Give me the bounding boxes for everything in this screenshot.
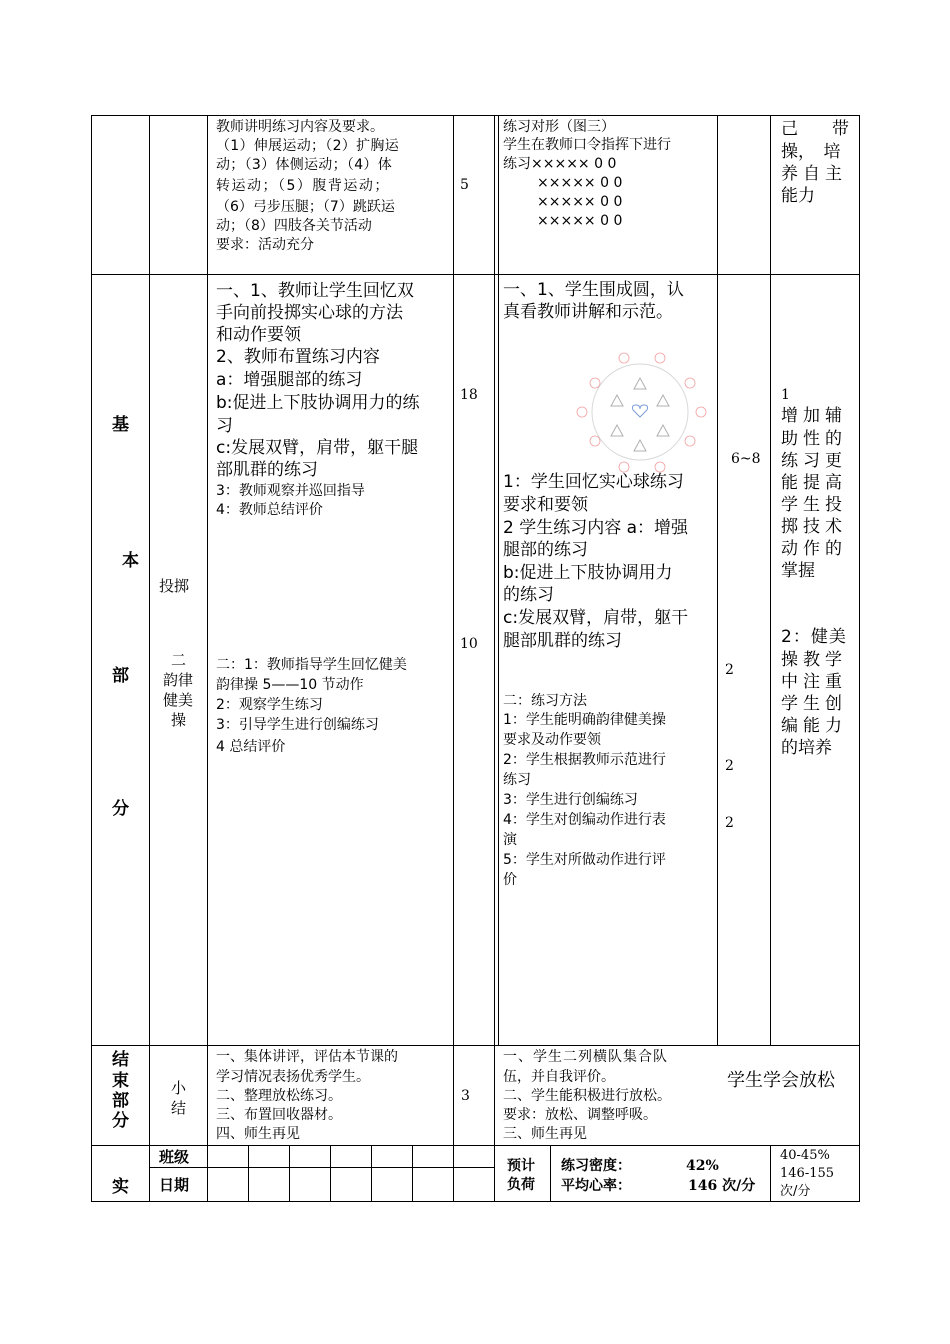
- row1-teacher-line: 转运动；（5）腹背运动；: [216, 178, 390, 194]
- load-label: 负荷: [507, 1177, 535, 1193]
- row1-student-line: ××××× 0 0: [537, 194, 623, 210]
- student-b-line: 要求及动作要领: [503, 732, 601, 748]
- grid-line: [248, 1145, 249, 1201]
- grid-line: [770, 1145, 771, 1201]
- student-b-line: 2：学生根据教师示范进行: [503, 752, 666, 768]
- grid-line: [859, 115, 860, 1202]
- section-char: 分: [112, 1111, 129, 1131]
- row3-goal: 学生学会放松: [727, 1070, 835, 1091]
- goal-a-line: 动作的: [781, 539, 847, 559]
- row1-teacher-line: 动；（8）四肢各关节活动: [216, 218, 372, 234]
- date-label: 日期: [159, 1176, 190, 1194]
- student-b-line: 价: [503, 872, 517, 888]
- triangle-icons: [611, 378, 669, 451]
- class-label: 班级: [159, 1148, 190, 1166]
- grid-line: [498, 115, 499, 1046]
- teacher-a-line: 2、教师布置练习内容: [216, 347, 380, 367]
- student-b-line: 1：学生能明确韵律健美操: [503, 712, 666, 728]
- row1-student-line: 学生在教师口令指挥下进行: [503, 137, 671, 153]
- range-line: 146-155: [780, 1166, 835, 1181]
- row3-teacher-line: 四、师生再见: [216, 1126, 300, 1142]
- grid-line: [453, 115, 454, 1202]
- student-a-line: 腿部的练习: [503, 540, 588, 560]
- row3-student-line: 二、学生能积极进行放松。: [503, 1088, 671, 1104]
- row3-teacher-line: 三、布置回收器材。: [216, 1107, 342, 1123]
- smiley-icons: [577, 353, 706, 472]
- grid-line: [149, 115, 150, 1202]
- teacher-b-line: 3：引导学生进行创编练习: [216, 717, 379, 733]
- section-char: 基: [112, 415, 129, 435]
- heart-rate-label: 平均心率：: [561, 1178, 631, 1194]
- teacher-a-line: 习: [216, 416, 233, 436]
- student-b-line: 演: [503, 832, 517, 848]
- topic-label: 投掷: [159, 577, 190, 595]
- row1-goal-line: 养自主: [781, 164, 847, 184]
- topic-label: 健美: [163, 691, 194, 709]
- teacher-a-small-line: 3：教师观察并巡回指导: [216, 483, 365, 499]
- goal-b-line: 2：健美: [781, 627, 847, 647]
- row1-goal-line: 能力: [781, 186, 815, 206]
- row1-goal-line: 操， 培: [781, 142, 841, 162]
- student-b-line: 二：练习方法: [503, 693, 587, 709]
- count-b: 2: [725, 815, 734, 831]
- student-b-line: 5：学生对所做动作进行评: [503, 852, 666, 868]
- student-b-line: 4：学生对创编动作进行表: [503, 812, 666, 828]
- row1-student-line: 练习××××× 0 0: [503, 156, 617, 172]
- teacher-a-line: 手向前投掷实心球的方法: [216, 303, 403, 323]
- teacher-a-small-line: 4：教师总结评价: [216, 502, 323, 518]
- row1-teacher-line: 动；（3）体侧运动；（4）体: [216, 157, 393, 173]
- goal-b-line: 学生创: [781, 694, 847, 714]
- row1-student-line: ××××× 0 0: [537, 213, 623, 229]
- grid-line: [412, 1145, 413, 1201]
- topic-label: 结: [171, 1099, 187, 1117]
- goal-a-line: 增加辅: [781, 406, 847, 426]
- row3-student-line: 一、学生二列横队集合队: [503, 1049, 668, 1065]
- row1-goal-line: 己 带: [781, 119, 849, 139]
- section-char: 部: [112, 1091, 129, 1111]
- section-char: 分: [112, 799, 129, 819]
- student-a-top-line: 一、1、学生围成圆，认: [503, 280, 684, 300]
- row3-teacher-line: 二、整理放松练习。: [216, 1088, 342, 1104]
- heart-rate-value: 146 次/分: [688, 1178, 756, 1194]
- grid-line: [371, 1145, 372, 1201]
- row3-student-line: 三、师生再见: [503, 1126, 587, 1142]
- count-b: 2: [725, 758, 734, 774]
- goal-b-line: 中注重: [781, 672, 847, 692]
- goal-b-line: 的培养: [781, 738, 832, 758]
- density-label: 练习密度：: [561, 1158, 631, 1174]
- row3-teacher-line: 学习情况表扬优秀学生。: [216, 1069, 370, 1085]
- student-a-line: b:促进上下肢协调用力: [503, 563, 673, 583]
- row1-student-line: ××××× 0 0: [537, 175, 623, 191]
- row1-time: 5: [460, 177, 469, 193]
- range-line: 40-45%: [780, 1148, 830, 1163]
- topic-label: 韵律: [163, 671, 194, 689]
- goal-a-line: 练习更: [781, 451, 847, 471]
- student-b-line: 练习: [503, 772, 531, 788]
- heart-icon: [632, 405, 647, 417]
- topic-label: 操: [171, 711, 187, 729]
- student-a-top-line: 真看教师讲解和示范。: [503, 302, 673, 322]
- student-b-line: 3：学生进行创编练习: [503, 792, 638, 808]
- row3-student-line: 伍，并自我评价。: [503, 1069, 615, 1085]
- grid-line: [330, 1145, 331, 1201]
- section-char: 束: [112, 1071, 129, 1091]
- count-b: 2: [725, 662, 734, 678]
- student-a-line: 2 学生练习内容 a：增强: [503, 518, 689, 538]
- section-char: 本: [122, 551, 139, 571]
- row3-time: 3: [461, 1088, 470, 1104]
- goal-a-line: 学生投: [781, 495, 847, 515]
- formation-diagram: [570, 345, 710, 480]
- student-a-line: c:发展双臂，肩带，躯干: [503, 608, 689, 628]
- goal-b-line: 操教学: [781, 650, 847, 670]
- grid-line: [494, 115, 495, 1202]
- student-a-line: 腿部肌群的练习: [503, 631, 622, 651]
- row1-teacher-line: 教师讲明练习内容及要求。: [216, 119, 384, 135]
- grid-line: [550, 1145, 551, 1201]
- goal-b-line: 编能力: [781, 716, 847, 736]
- teacher-a-line: b:促进上下肢协调用力的练: [216, 393, 420, 413]
- grid-line: [91, 115, 92, 1202]
- teacher-b-line: 2：观察学生练习: [216, 697, 323, 713]
- goal-a-line: 能提高: [781, 473, 847, 493]
- student-a-line: 要求和要领: [503, 495, 588, 515]
- row1-teacher-line: （1）伸展运动；（2）扩胸运: [216, 138, 400, 154]
- section-char: 实: [112, 1177, 129, 1197]
- teacher-a-line: 一、1、教师让学生回忆双: [216, 281, 414, 301]
- grid-line: [207, 115, 208, 1202]
- grid-line: [770, 115, 771, 1046]
- range-line: 次/分: [780, 1184, 811, 1199]
- time-b: 10: [460, 636, 478, 652]
- teacher-a-line: 和动作要领: [216, 325, 301, 345]
- row1-teacher-line: 要求：活动充分: [216, 237, 314, 253]
- time-a: 18: [460, 387, 478, 403]
- goal-a-line: 1: [781, 387, 790, 403]
- grid-line: [289, 1145, 290, 1201]
- goal-a-line: 掷技术: [781, 517, 847, 537]
- grid-line: [149, 1167, 494, 1168]
- section-char: 结: [112, 1050, 129, 1070]
- student-a-line: 的练习: [503, 585, 554, 605]
- goal-a-line: 助性的: [781, 429, 847, 449]
- grid-line: [717, 115, 718, 1046]
- row1-teacher-line: （6）弓步压腿；（7）跳跃运: [216, 199, 395, 215]
- load-label: 预计: [507, 1158, 535, 1174]
- teacher-a-line: a：增强腿部的练习: [216, 370, 363, 390]
- density-value: 42%: [686, 1158, 719, 1174]
- section-char: 部: [112, 666, 129, 686]
- teacher-b-line: 韵律操 5——10 节动作: [216, 677, 364, 693]
- row3-student-line: 要求：放松、调整呼吸。: [503, 1107, 657, 1123]
- teacher-a-line: c:发展双臂，肩带，躯干腿: [216, 438, 419, 458]
- count-a: 6~8: [731, 451, 761, 467]
- row1-student-line: 练习对形（图三）: [503, 119, 615, 135]
- row3-teacher-line: 一、集体讲评，评估本节课的: [216, 1049, 398, 1065]
- goal-a-line: 掌握: [781, 561, 815, 581]
- topic-label: 小: [171, 1079, 187, 1097]
- teacher-a-line: 部肌群的练习: [216, 460, 318, 480]
- student-a-line: 1：学生回忆实心球练习: [503, 472, 684, 492]
- teacher-b-line: 4 总结评价: [216, 739, 286, 755]
- topic-label: 二: [171, 651, 187, 669]
- teacher-b-line: 二：1：教师指导学生回忆健美: [216, 657, 407, 673]
